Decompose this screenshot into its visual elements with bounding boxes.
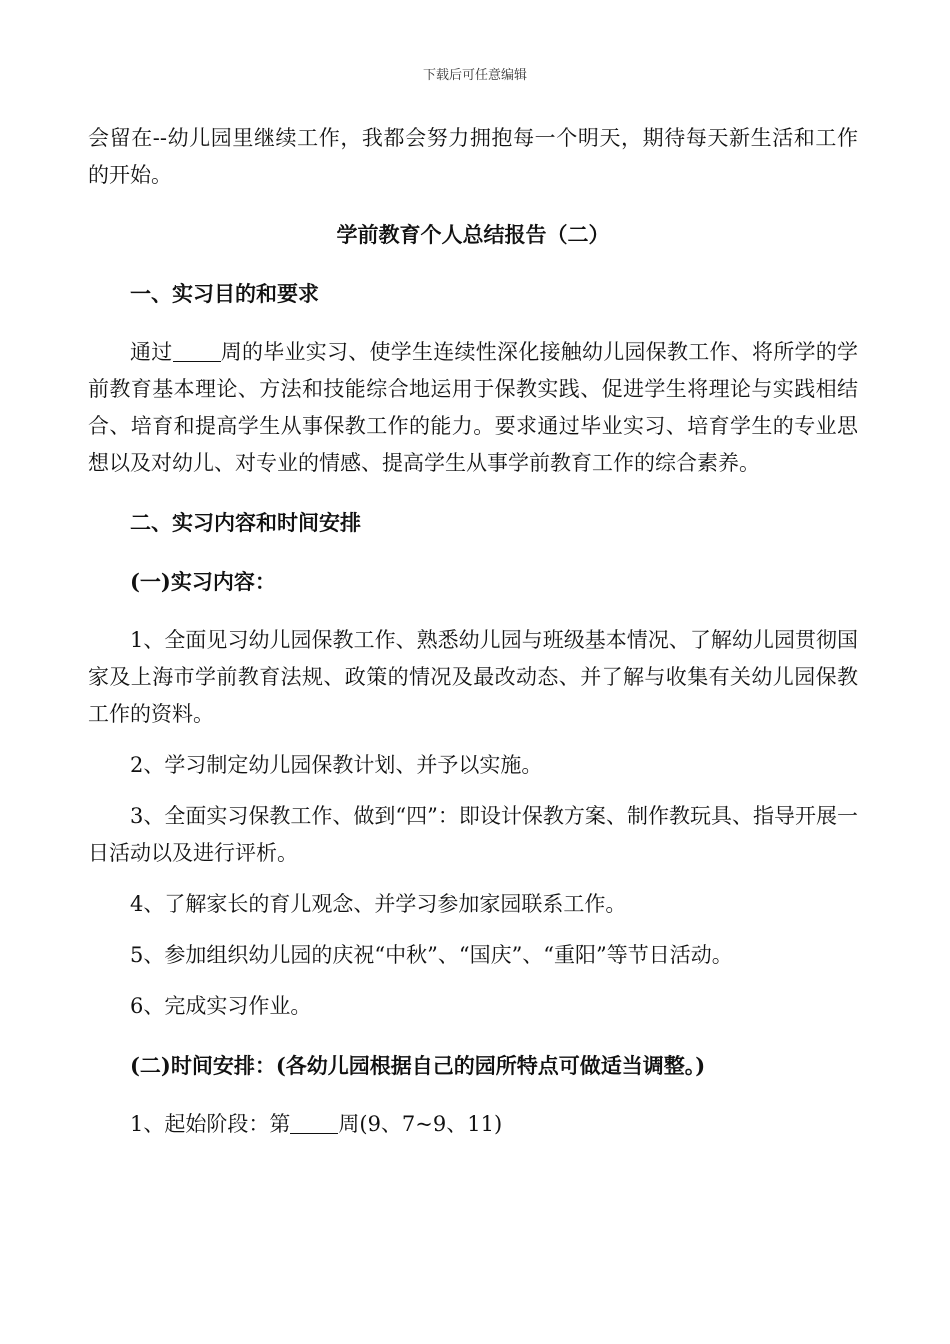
fill-blank: [290, 1112, 338, 1134]
list-item: 4、了解家长的育儿观念、并学习参加家园联系工作。: [130, 892, 627, 916]
list-item: 1、全面见习幼儿园保教工作、熟悉幼儿园与班级基本情况、了解幼儿园贯彻国家及上海市学前教育法规、政策的情况及最改动态、并了解与收集有关幼儿园保教工作的资料。: [88, 628, 858, 726]
purpose-text-rest: 周的毕业实习、使学生连续性深化接触幼儿园保教工作、将所学的学前教育基本理论、方法和技能综合地运用于保教实践、促进学生将理论与实践相结合、培育和提高学生从事保教工作的能力。要求通过毕业实习、培育学生的专业思想以及对幼儿、对专业的情感、提高学生从事学前教育工作的综合素养。: [88, 340, 858, 475]
fill-blank: [173, 340, 221, 362]
section-heading-2: 二、实习内容和时间安排: [130, 510, 361, 535]
list-item: 6、完成实习作业。: [130, 994, 312, 1018]
schedule-text-start: 1、起始阶段：第: [130, 1112, 291, 1136]
page-header: 下载后可任意编辑: [422, 68, 527, 83]
subsection-heading-schedule: (二)时间安排：(各幼儿园根据自己的园所特点可做适当调整。): [130, 1053, 706, 1078]
document-title: 学前教育个人总结报告（二）: [336, 222, 610, 247]
list-item: 3、全面实习保教工作、做到“四”：即设计保教方案、制作教玩具、指导开展一日活动以及进行评析。: [88, 804, 858, 865]
list-item: 5、参加组织幼儿园的庆祝“中秋”、“国庆”、“重阳”等节日活动。: [130, 943, 733, 967]
section-heading-1: 一、实习目的和要求: [130, 281, 319, 306]
subsection-heading-content: (一)实习内容：: [130, 569, 276, 594]
schedule-item: [88, 1106, 858, 1143]
list-item: 2、学习制定幼儿园保教计划、并予以实施。: [130, 753, 543, 777]
paragraph-purpose: [88, 334, 858, 482]
paragraph-continuation: 会留在--幼儿园里继续工作，我都会努力拥抱每一个明天，期待每天新生活和工作的开始。: [88, 126, 858, 187]
purpose-text-start: 通过: [130, 340, 173, 364]
document-body: [88, 120, 858, 1143]
schedule-text-rest: 周(9、7~9、11): [338, 1112, 503, 1136]
